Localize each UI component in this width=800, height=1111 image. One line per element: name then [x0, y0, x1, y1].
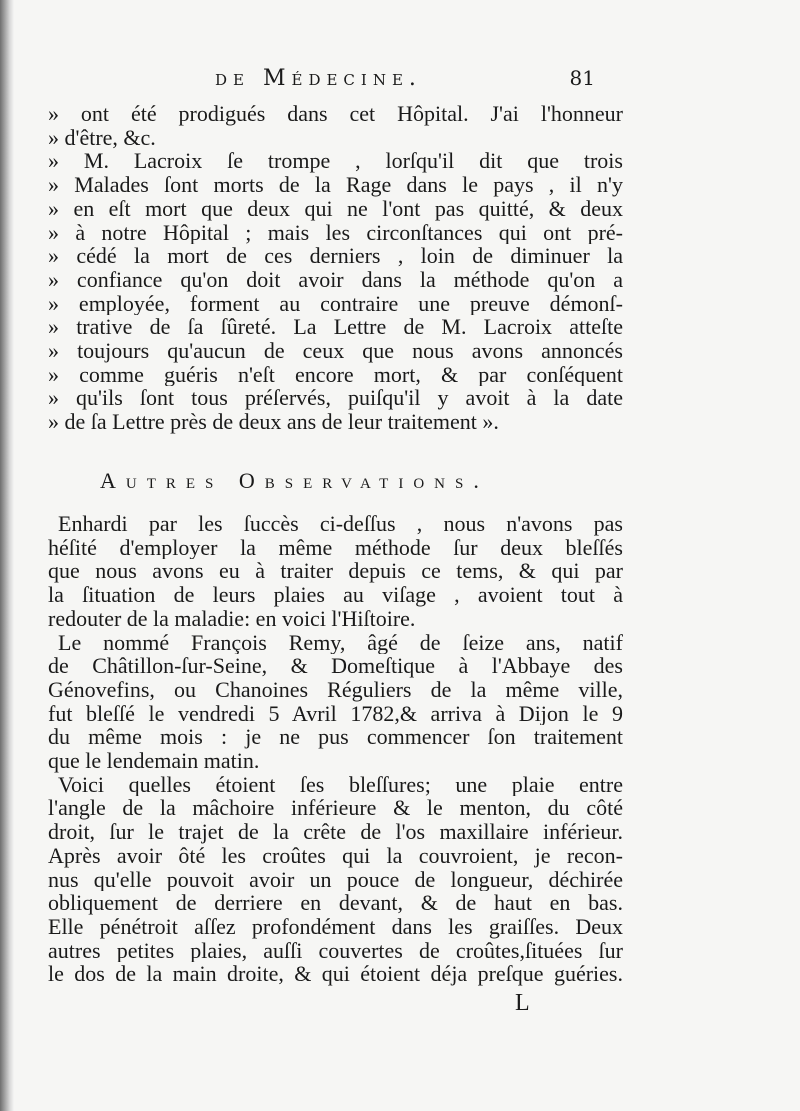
text-line: » comme guéris n'eſt encore mort, & par conſéquent	[48, 362, 623, 387]
text-line: Après avoir ôté les croûtes qui la couvroient, je recon-	[48, 843, 623, 868]
letter-quote	[48, 102, 623, 434]
text-line: » trative de ſa ſûreté. La Lettre de M. Lacroix atteſte	[48, 315, 623, 340]
text-line: le dos de la main droite, & qui étoient déja preſque guéries.	[48, 962, 623, 987]
text-line: autres petites plaies, auſſi couvertes de croûtes,ſituées ſur	[48, 938, 623, 963]
text-line: » M. Lacroix ſe trompe , lorſqu'il dit que trois	[48, 149, 623, 174]
text-line: » de ſa Lettre près de deux ans de leur traitement ».	[48, 410, 499, 434]
text-line: du même mois : je ne pus commencer ſon traitement	[48, 725, 623, 750]
text-line: héſité d'employer la même méthode ſur deux bleſſés	[48, 535, 623, 560]
text-line: l'angle de la mâchoire inférieure & le menton, du côté	[48, 796, 623, 821]
text-line: » ont été prodigués dans cet Hôpital. J'ai l'honneur	[48, 102, 623, 126]
text-line: nus qu'elle pouvoit avoir un pouce de longueur, déchirée	[48, 867, 623, 892]
body-text	[48, 512, 623, 986]
text-line: Le nommé François Remy, âgé de ſeize ans, natif	[58, 630, 623, 655]
text-line: Voici quelles étoient ſes bleſſures; une plaie entre	[58, 772, 623, 797]
text-line: » à notre Hôpital ; mais les circonſtances qui ont pré-	[48, 220, 623, 245]
text-line: de Châtillon-ſur-Seine, & Domeſtique à l'Abbaye des	[48, 654, 623, 678]
text-line: » qu'ils ſont tous préſervés, puiſqu'il y avoit à la date	[48, 386, 623, 411]
text-line: la ſituation de leurs plaies au viſage , avoient tout à	[48, 583, 623, 607]
text-line: » en eſt mort que deux qui ne l'ont pas quitté, & deux	[48, 196, 623, 221]
text-line: redouter de la maladie: en voici l'Hiſtoire.	[48, 606, 416, 631]
text-line: que nous avons eu à traiter depuis ce tems, & qui par	[48, 559, 623, 584]
running-head: de Médecine.	[215, 66, 422, 91]
text-line: » Malades ſont morts de la Rage dans le pays , il n'y	[48, 173, 623, 197]
text-line: droit, ſur le trajet de la crête de l'os maxillaire inférieur.	[48, 820, 623, 844]
text-line: » confiance qu'on doit avoir dans la méthode qu'on a	[48, 267, 623, 292]
text-line: » cédé la mort de ces derniers , loin de diminuer la	[48, 244, 623, 268]
text-line: » toujours qu'aucun de ceux que nous avons annoncés	[48, 339, 623, 363]
text-line: obliquement de derriere en devant, & de haut en bas.	[48, 891, 623, 915]
text-line: Elle pénétroit aſſez profondément dans les graiſſes. Deux	[48, 914, 623, 939]
text-line: Génovefins, ou Chanoines Réguliers de la même ville,	[48, 677, 623, 702]
section-heading: Autres Observations.	[100, 468, 489, 493]
text-line: fut bleſſé le vendredi 5 Avril 1782,& arriva à Dijon le 9	[48, 701, 623, 726]
signature-mark: L	[515, 990, 530, 1016]
text-line: que le lendemain matin.	[48, 749, 260, 773]
text-line: » employée, forment au contraire une preuve démonſ-	[48, 291, 623, 316]
book-spine-shadow	[0, 0, 14, 1111]
page-header	[215, 66, 595, 96]
text-line: Enhardi par les ſuccès ci-deſſus , nous n'avons pas	[58, 512, 623, 536]
text-line: » d'être, &c.	[48, 125, 156, 150]
page-number: 81	[569, 66, 595, 90]
